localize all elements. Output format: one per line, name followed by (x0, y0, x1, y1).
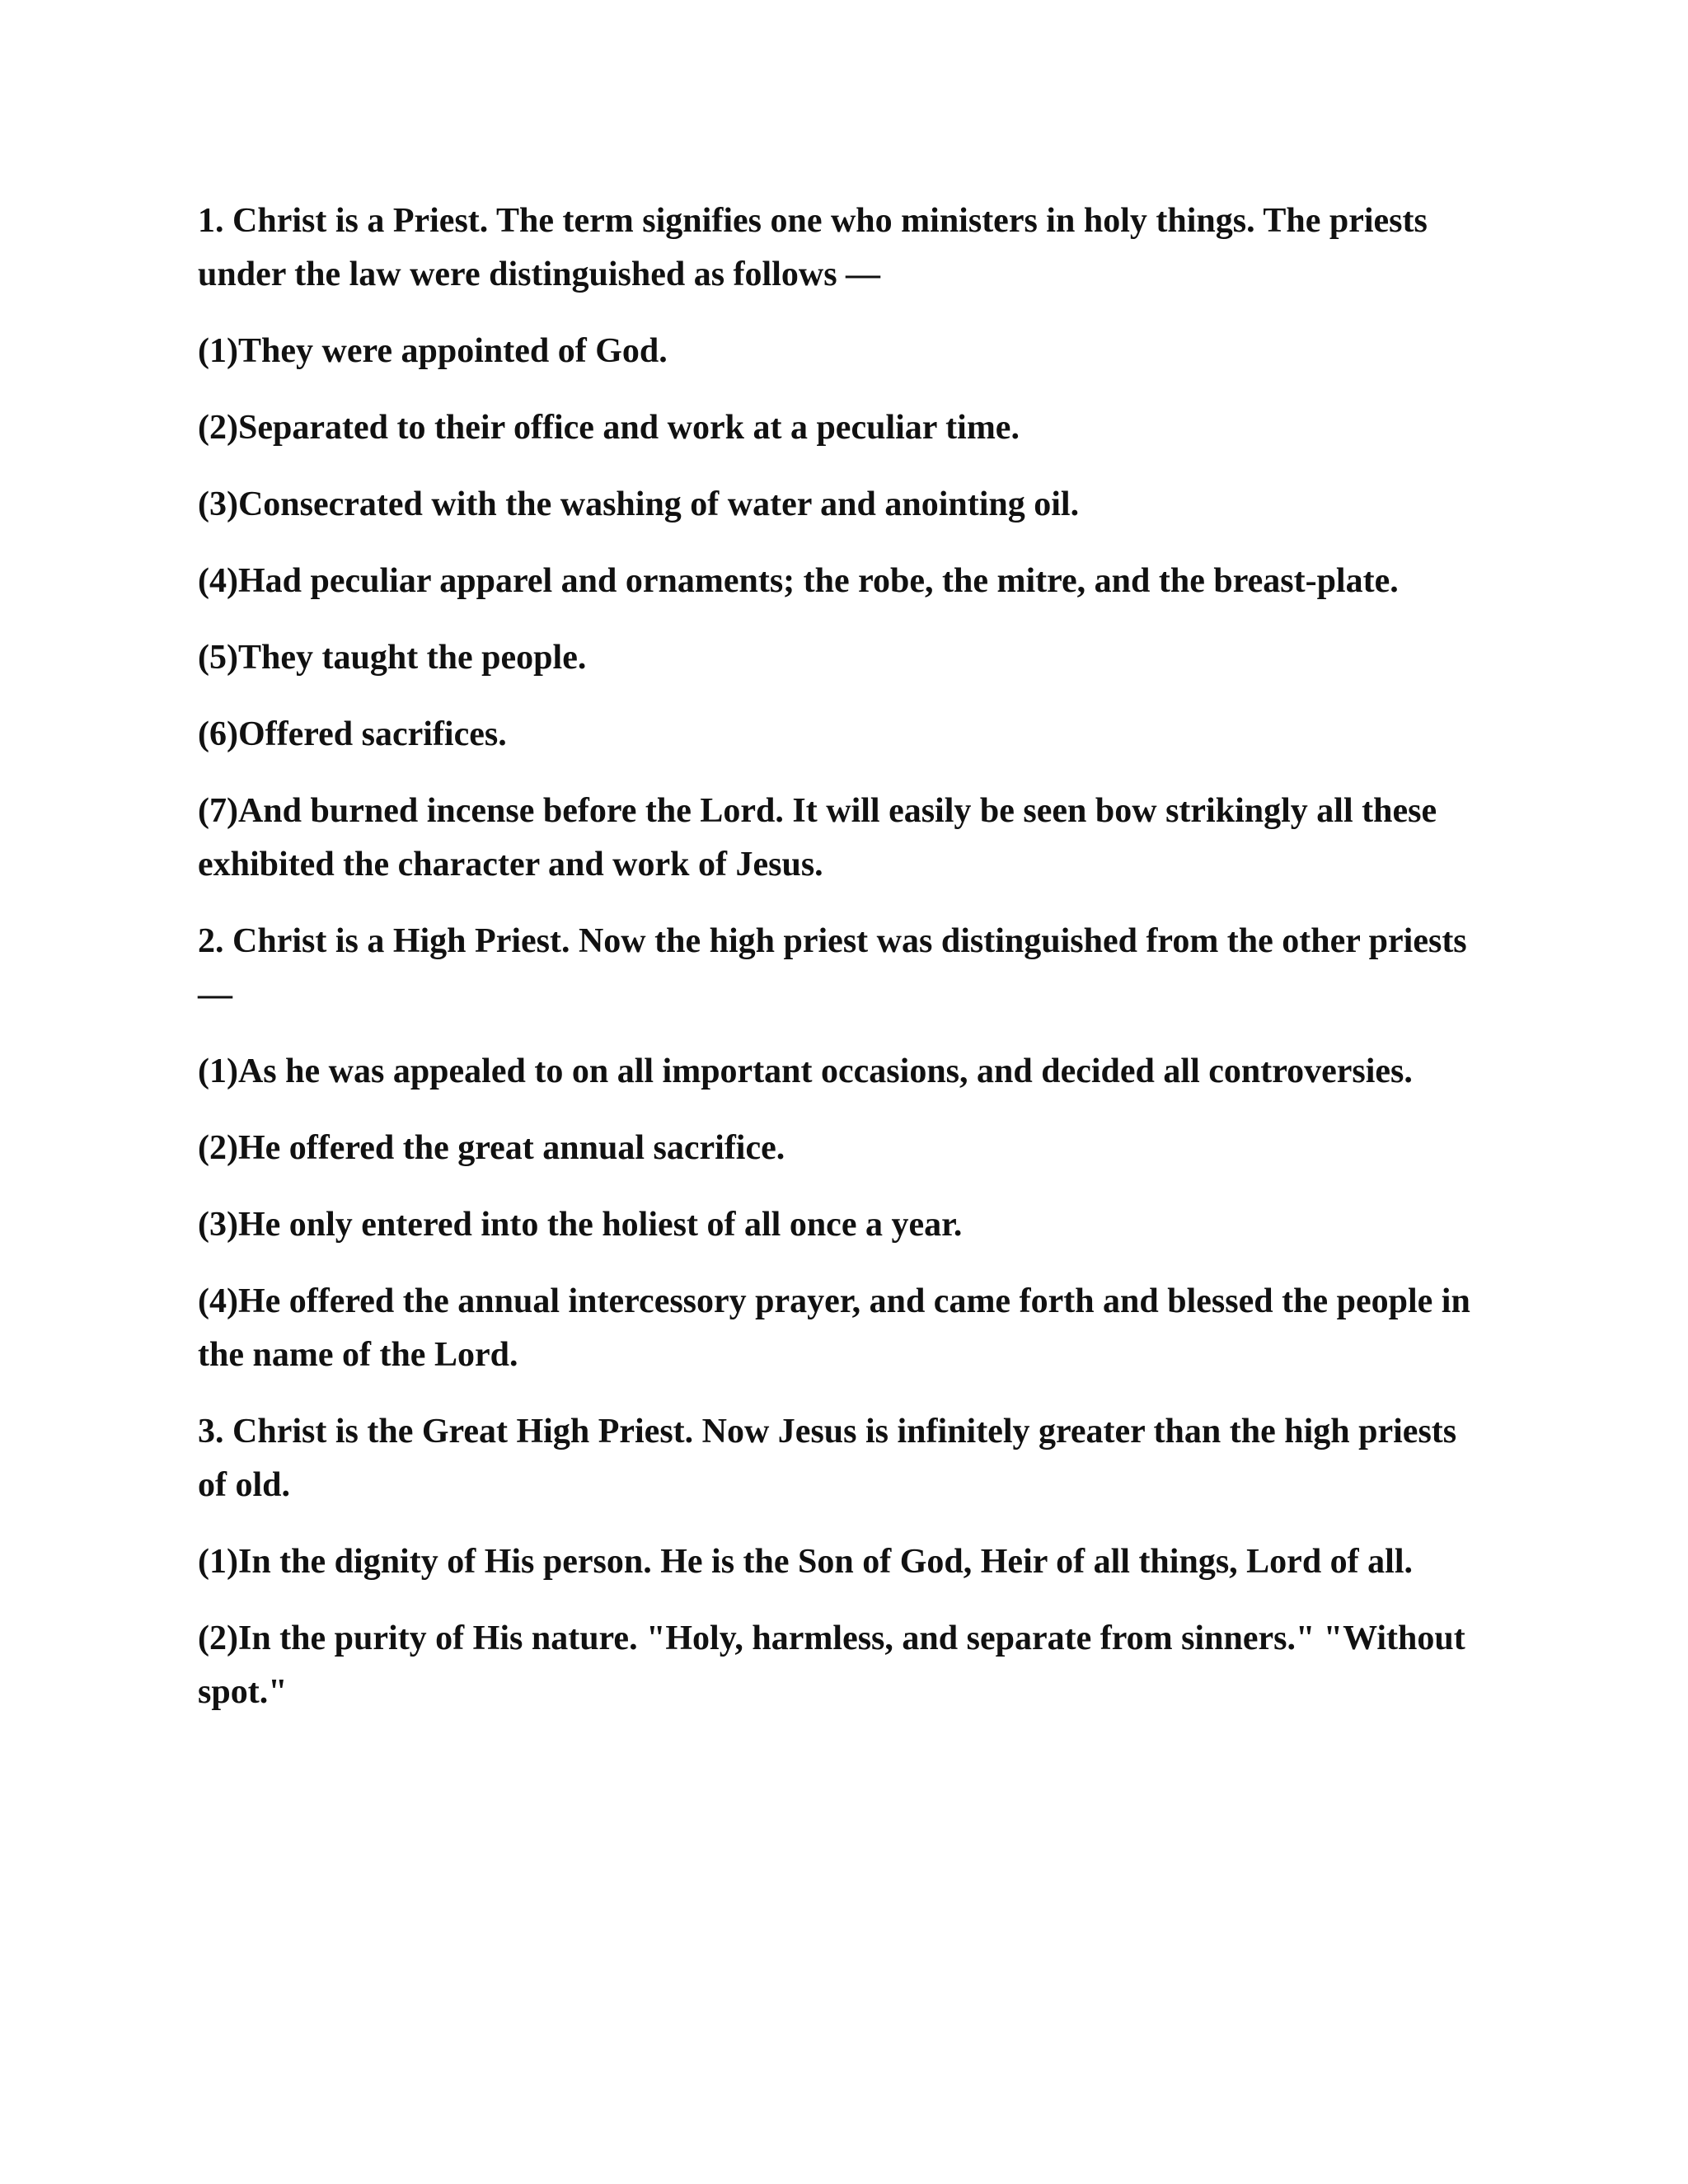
document-body (198, 194, 1484, 1742)
list-item-priest-4: (4)Had peculiar apparel and ornaments; the robe, the mitre, and the breast-plate. (198, 562, 1399, 600)
paragraph-high-priest-intro: 2. Christ is a High Priest. Now the high priest was distinguished from the other priests — (198, 922, 1467, 1014)
paragraph-great-high-priest-intro: 3. Christ is the Great High Priest. Now Jesus is infinitely greater than the high priests of old. (198, 1413, 1457, 1504)
list-item-great-high-priest-2: (2)In the purity of His nature. "Holy, harmless, and separate from sinners." "Without spot." (198, 1619, 1465, 1711)
list-item-high-priest-2: (2)He offered the great annual sacrifice. (198, 1129, 785, 1167)
list-item-high-priest-1: (1)As he was appealed to on all important occasions, and decided all controversies. (198, 1052, 1413, 1090)
list-item-priest-6: (6)Offered sacrifices. (198, 715, 507, 753)
list-item-priest-2: (2)Separated to their office and work at a peculiar time. (198, 409, 1020, 447)
list-item-high-priest-4: (4)He offered the annual intercessory prayer, and came forth and blessed the people in the name of the Lord. (198, 1282, 1470, 1374)
list-item-great-high-priest-1: (1)In the dignity of His person. He is the Son of God, Heir of all things, Lord of all. (198, 1543, 1413, 1581)
list-item-priest-3: (3)Consecrated with the washing of water and anointing oil. (198, 485, 1080, 523)
paragraph-priest-intro: 1. Christ is a Priest. The term signifies one who ministers in holy things. The priests under the law were distinguished as follows — (198, 202, 1428, 293)
list-item-priest-7: (7)And burned incense before the Lord. It will easily be seen bow strikingly all these exhibited the character and work of Jesus. (198, 792, 1437, 883)
list-item-priest-1: (1)They were appointed of God. (198, 332, 668, 370)
list-item-priest-5: (5)They taught the people. (198, 639, 587, 677)
list-item-high-priest-3: (3)He only entered into the holiest of all once a year. (198, 1206, 963, 1244)
